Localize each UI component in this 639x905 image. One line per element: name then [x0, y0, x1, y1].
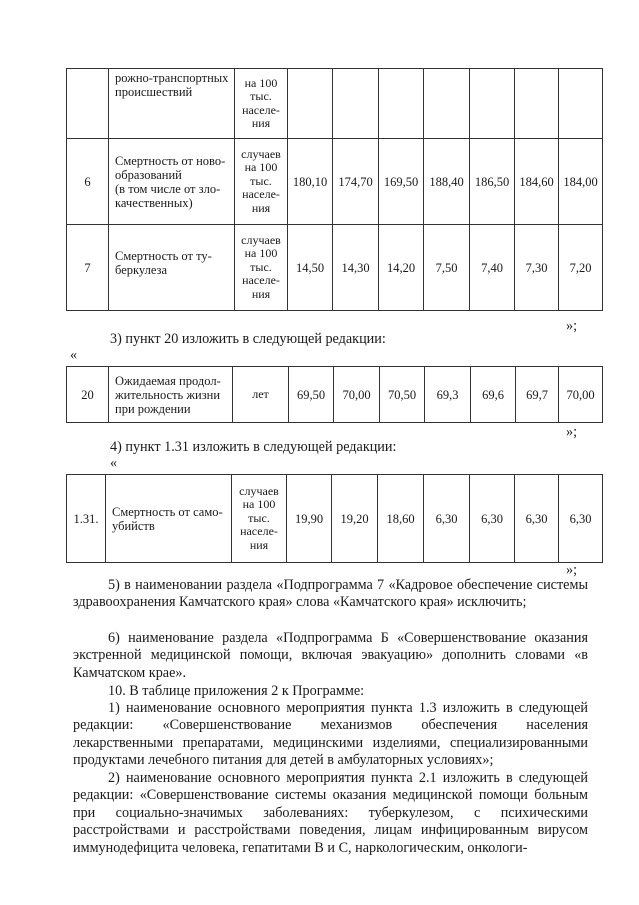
value-cell: 174,70 [333, 139, 379, 225]
value-cell: 18,60 [378, 475, 424, 563]
opening-quote: « [110, 455, 118, 471]
value-cell: 70,00 [334, 367, 380, 423]
value-cell: 69,7 [516, 367, 559, 423]
value-cell: 6,30 [559, 475, 603, 563]
indicator-name: рожно-транспортных происшествий [109, 69, 235, 139]
item-20-table [66, 366, 603, 423]
value-cell: 7,20 [559, 225, 603, 311]
value-cell: 184,00 [559, 139, 603, 225]
indicator-name: Смертность от ту- беркулеза [109, 225, 235, 311]
item-131-table [66, 474, 603, 563]
unit-cell: случаев на 100 тыс. населе- ния [232, 475, 287, 563]
value-cell [333, 69, 379, 139]
row-number: 20 [67, 367, 109, 423]
value-cell: 169,50 [379, 139, 424, 225]
value-cell: 14,50 [288, 225, 333, 311]
opening-quote: « [70, 347, 78, 363]
value-cell [288, 69, 333, 139]
indicator-name: Смертность от ново- образований (в том числе от зло- качественных) [109, 139, 235, 225]
unit-cell: лет [233, 367, 289, 423]
table-row [67, 367, 603, 423]
paragraph-10-2: 2) наименование основного мероприятия пункта 2.1 изложить в следующей редакции: «Совершенствование системы оказания медицинской помощи больным при социально-значимых заболеваниях: туберкулезом, с психическими расстройствами и расстройствами поведения, лицам инфицированным вирусом иммунодефицита человека, гепатитами B и C, наркологическим, онкологи- [73, 770, 588, 856]
value-cell: 6,30 [470, 475, 515, 563]
value-cell: 180,10 [288, 139, 333, 225]
indicators-table [66, 68, 603, 311]
value-cell: 184,60 [515, 139, 559, 225]
item-3-heading: 3) пункт 20 изложить в следующей редакции: [110, 331, 386, 347]
value-cell: 69,50 [289, 367, 334, 423]
value-cell: 19,90 [287, 475, 332, 563]
row-number: 7 [67, 225, 109, 311]
item-4-heading: 4) пункт 1.31 изложить в следующей редакции: [110, 439, 397, 455]
value-cell [559, 69, 603, 139]
table-row [67, 69, 603, 139]
value-cell: 7,50 [424, 225, 470, 311]
value-cell: 186,50 [470, 139, 515, 225]
paragraph-6: 6) наименование раздела «Подпрограмма Б «Совершенствование оказания экстренной медицинской помощи, включая эвакуацию» дополнить словами «в Камчатском крае». [73, 630, 588, 681]
paragraph-10-1: 1) наименование основного мероприятия пункта 1.3 изложить в следующей редакции: «Совершенствование механизмов обеспечения населения лекарственными препаратами, медицинскими изделиями, специализированными продуктами лечебного питания для детей в амбулаторных условиях»; [73, 700, 588, 769]
closing-quote: »; [566, 318, 578, 334]
unit-cell: случаев на 100 тыс. населе- ния [235, 139, 288, 225]
indicator-name: Ожидаемая продол- жительность жизни при рождении [109, 367, 233, 423]
value-cell: 14,20 [379, 225, 424, 311]
unit-cell: на 100 тыс. населе- ния [235, 69, 288, 139]
value-cell: 70,50 [380, 367, 425, 423]
value-cell: 69,6 [471, 367, 516, 423]
value-cell [424, 69, 470, 139]
value-cell: 6,30 [424, 475, 470, 563]
value-cell [515, 69, 559, 139]
value-cell: 7,30 [515, 225, 559, 311]
closing-quote: »; [566, 562, 578, 578]
value-cell: 14,30 [333, 225, 379, 311]
value-cell: 69,3 [425, 367, 471, 423]
table-row [67, 475, 603, 563]
paragraph-10: 10. В таблице приложения 2 к Программе: [108, 683, 365, 699]
value-cell: 7,40 [470, 225, 515, 311]
table-row [67, 139, 603, 225]
row-number [67, 69, 109, 139]
value-cell [379, 69, 424, 139]
value-cell: 6,30 [515, 475, 559, 563]
row-number: 1.31. [67, 475, 106, 563]
unit-cell: случаев на 100 тыс. населе- ния [235, 225, 288, 311]
table-row [67, 225, 603, 311]
value-cell: 19,20 [332, 475, 378, 563]
indicator-name: Смертность от само- убийств [106, 475, 232, 563]
value-cell [470, 69, 515, 139]
paragraph-5: 5) в наименовании раздела «Подпрограмма 7 «Кадровое обеспечение системы здравоохранения Камчатского края» слова «Камчатского края» исключить; [73, 577, 588, 611]
closing-quote: »; [566, 424, 578, 440]
value-cell: 70,00 [559, 367, 603, 423]
row-number: 6 [67, 139, 109, 225]
value-cell: 188,40 [424, 139, 470, 225]
